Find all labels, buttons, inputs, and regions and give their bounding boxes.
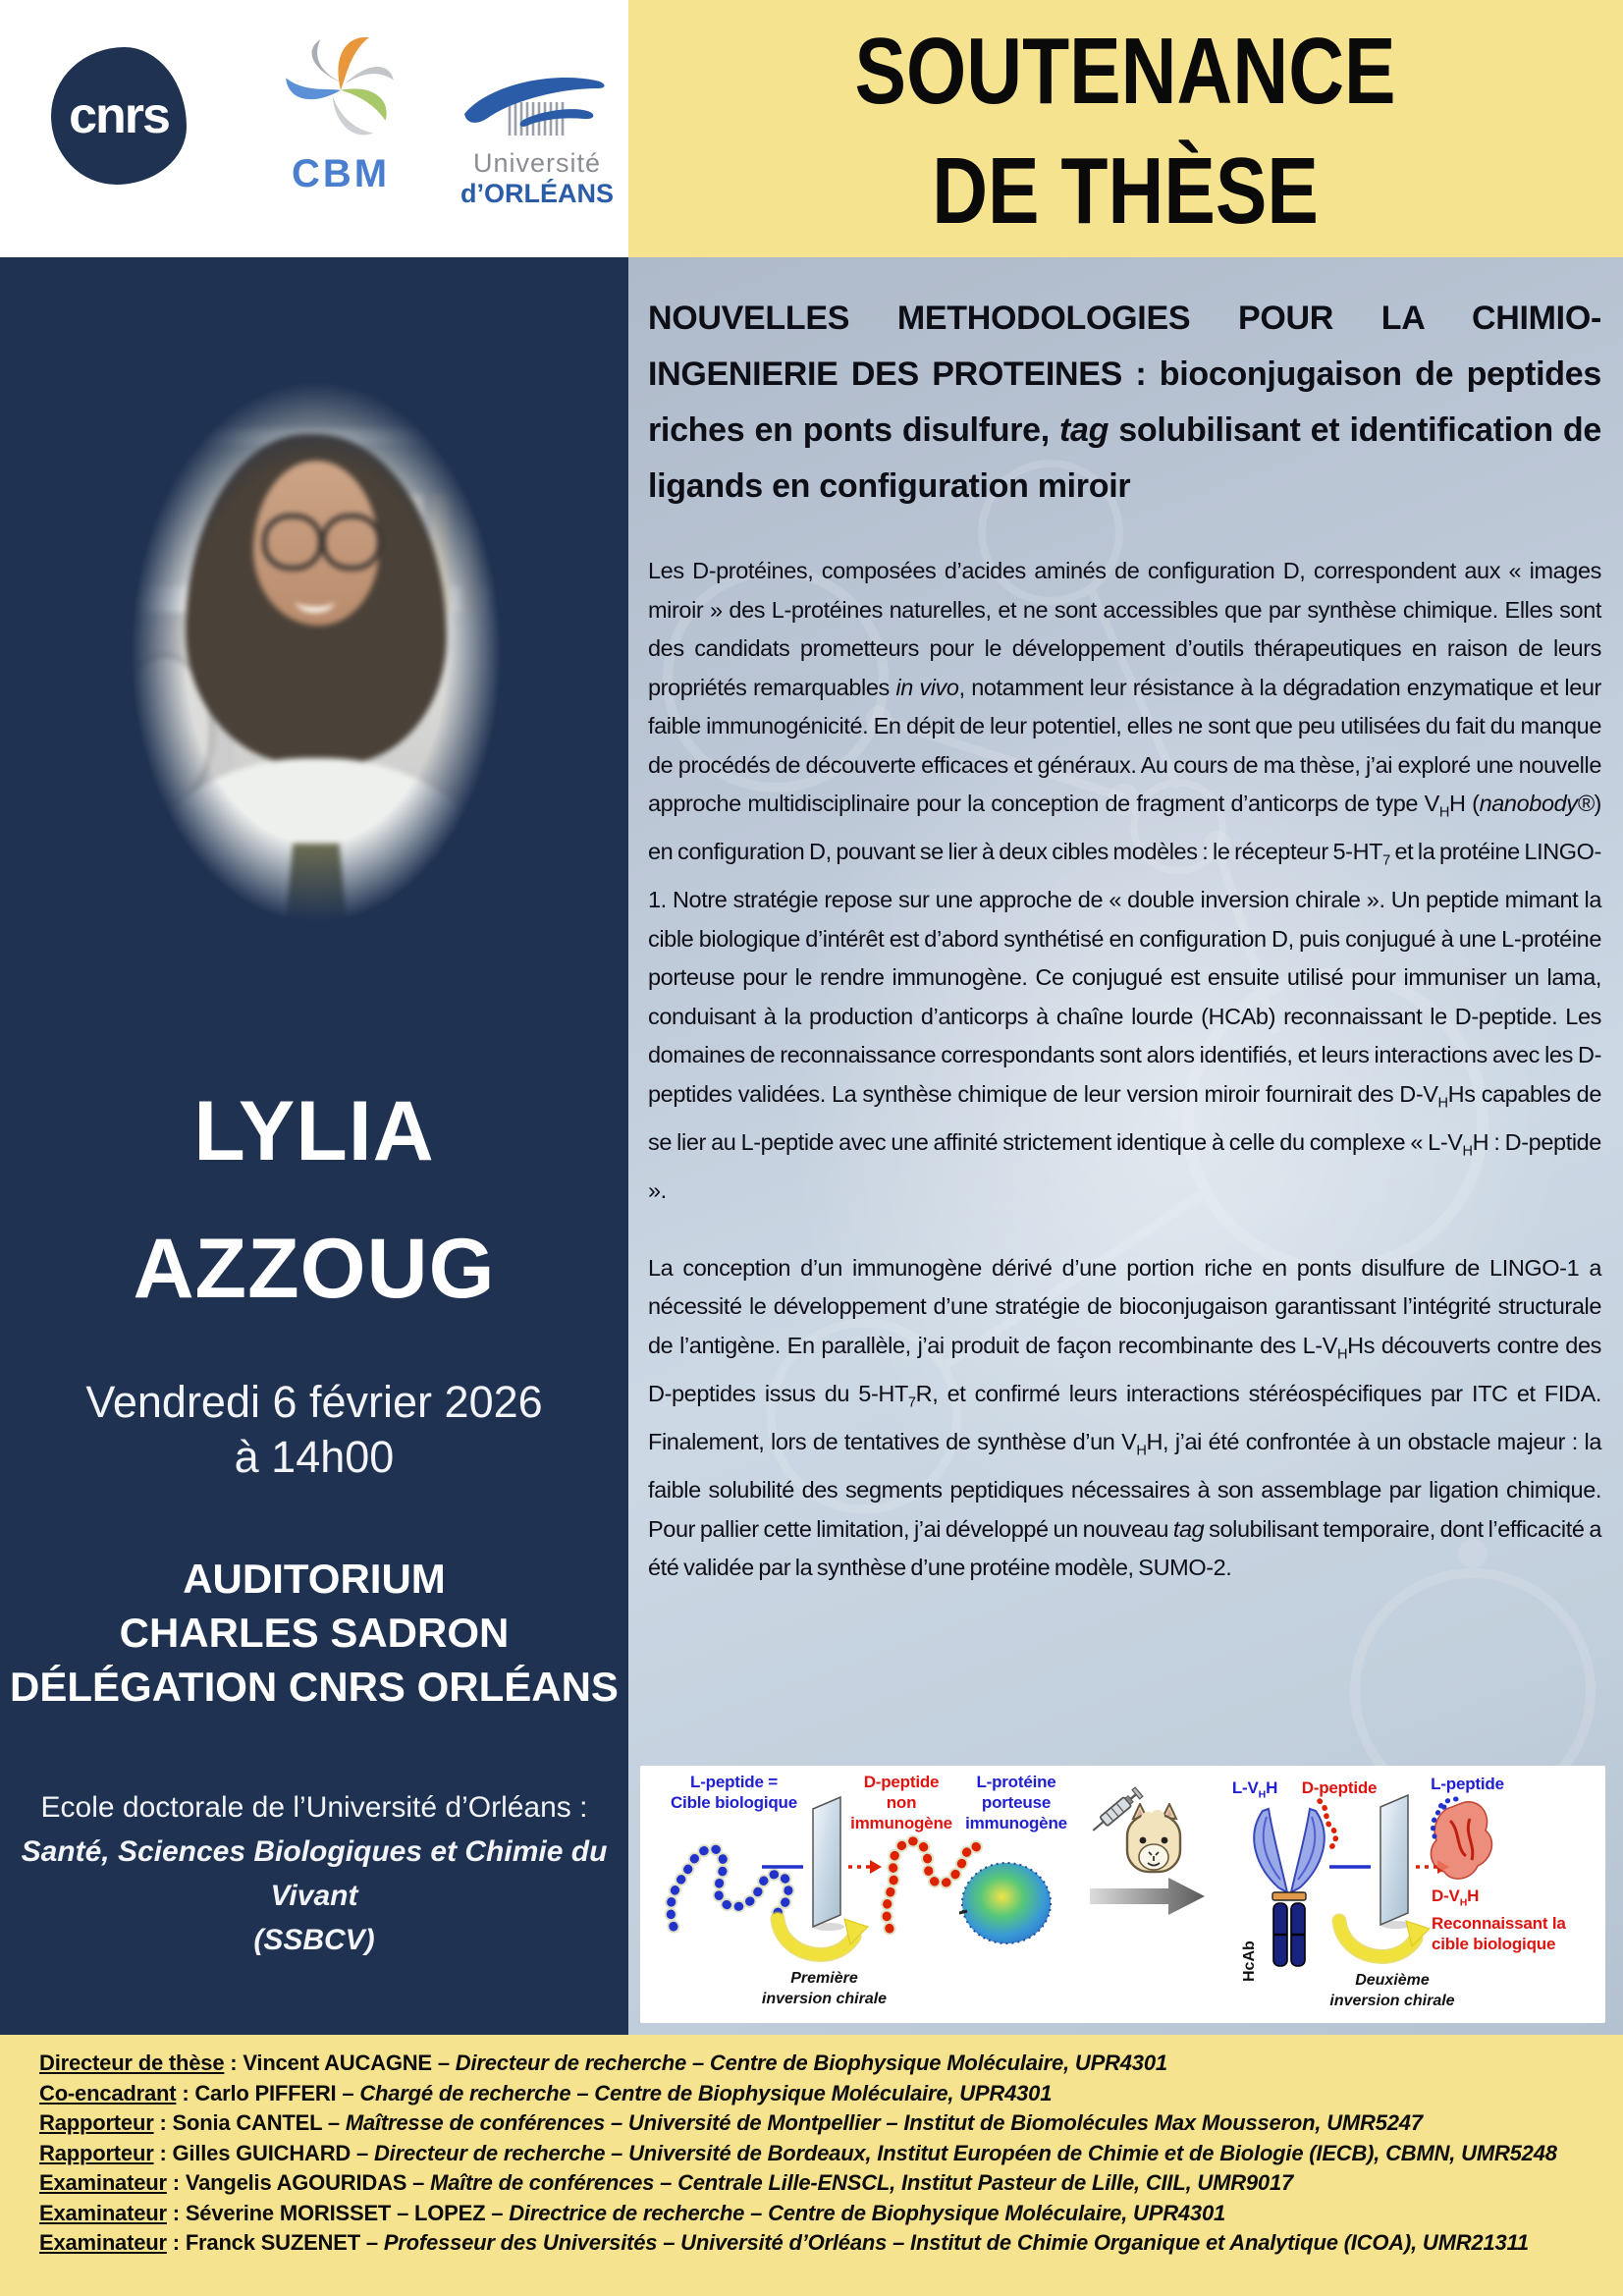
venue-line1: AUDITORIUM <box>183 1556 446 1602</box>
chiral-inversion-arrow-1 <box>766 1911 872 1972</box>
univ-orleans-brush-icon <box>459 75 616 147</box>
jury-details: Directeur de recherche – Université de Bordeaux, Institut Européen de Chimie et de Biologie (IECB), CBMN, UMR5248 <box>373 2140 1557 2165</box>
abstract-panel <box>628 257 1623 2035</box>
jury-details: Chargé de recherche – Centre de Biophysique Moléculaire, UPR4301 <box>359 2080 1053 2105</box>
jury-name: Sonia CANTEL <box>172 2110 322 2135</box>
jury-details: Maîtresse de conférences – Université de Montpellier – Institut de Biomolécules Max Mousseron, UMR5247 <box>345 2110 1423 2135</box>
jury-name: Vangelis AGOURIDAS <box>185 2170 407 2195</box>
jury-name: Carlo PIFFERI <box>194 2080 337 2105</box>
jury-details: Professeur des Universités – Université d’Orléans – Institut de Chimie Organique et Analytique (ICOA), UMR21311 <box>383 2230 1529 2255</box>
candidate-photo-art <box>90 322 542 982</box>
jury-role: Examinateur <box>39 2230 167 2255</box>
jury-role: Co-encadrant <box>39 2080 177 2105</box>
venue-line3: DÉLÉGATION CNRS ORLÉANS <box>10 1664 619 1710</box>
label-d-vhh-recognizing: $D-V_HH$ Reconnaissant la cible biologique <box>1432 1886 1566 1954</box>
banner-title-line1: SOUTENANCE <box>854 19 1397 124</box>
cbm-ribbon-icon <box>281 37 401 153</box>
abstract-paragraph-2: La conception d’un immunogène dérivé d’une portion riche en ponts disulfure de LINGO-1 a nécessité le développement d’une stratégie de bioconjugaison garantissant l’intégrité structurale de l’antigène. En parallèle, j’ai produit de façon recombinante des $L-V_HHs$ découverts contre des D-peptides issus du $5-HT_7R$, et confirmé leurs interactions stéréospécifiques par ITC et FIDA. Finalement, lors de tentatives de synthèse d’un $V_HH$, j’ai été confrontée à un obstacle majeur : la faible solubilité des segments peptidiques nécessaires à son assemblage par ligation chimique. Pour pallier cette limitation, j’ai développé un nouveau tag solubilisant temporaire, dont l’efficacité a été validée par la synthèse d’une protéine modèle, SUMO-2. <box>648 1254 1601 1581</box>
jury-row: Examinateur : Franck SUZENET – Professeur des Universités – Université d’Orléans – Institut de Chimie Organique et Analytique (ICOA), UMR21311 <box>39 2230 1529 2255</box>
jury-row: Directeur de thèse : Vincent AUCAGNE – Directeur de recherche – Centre de Biophysique Moléculaire, UPR4301 <box>39 2050 1167 2075</box>
llama-icon <box>1115 1803 1192 1882</box>
univ-orleans-logo <box>454 75 621 209</box>
label-l-peptide-2: L-peptide <box>1431 1775 1504 1793</box>
doctoral-school-line2: Santé, Sciences Biologiques et Chimie du Vivant <box>21 1835 608 1912</box>
process-arrow-icon <box>1090 1876 1206 1917</box>
header <box>0 0 1623 257</box>
jury-name: Vincent AUCAGNE <box>243 2050 432 2075</box>
logo-strip <box>0 0 628 257</box>
label-d-peptide-non-immunogenic: D-peptide non immunogène <box>850 1773 952 1832</box>
univ-logo-text-2: d’ORLÉANS <box>460 179 614 208</box>
thesis-title: NOUVELLES METHODOLOGIES POUR LA CHIMIO-INGENIERIE DES PROTEINES : bioconjugaison de peptides riches en ponts disulfure, tag solubilisant et identification de ligands en configuration miroir <box>648 300 1601 505</box>
defense-time: à 14h00 <box>234 1432 395 1482</box>
jury-row: Rapporteur : Sonia CANTEL – Maîtresse de conférences – Université de Montpellier – Institut de Biomolécules Max Mousseron, UMR5247 <box>39 2110 1423 2135</box>
jury-row: Rapporteur : Gilles GUICHARD – Directeur de recherche – Université de Bordeaux, Institut Européen de Chimie et de Biologie (IECB), CBMN, UMR5248 <box>39 2140 1557 2165</box>
candidate-name-line2: AZZOUG <box>133 1222 496 1316</box>
jury-details: Maître de conférences – Centrale Lille-ENSCL, Institut Pasteur de Lille, CIIL, UMR9017 <box>430 2170 1294 2195</box>
univ-logo-text-1: Université <box>472 148 602 178</box>
defense-venue <box>0 1552 628 1714</box>
jury-name: Franck SUZENET <box>185 2230 360 2255</box>
jury-row: Examinateur : Vangelis AGOURIDAS – Maître de conférences – Centrale Lille-ENSCL, Institut Pasteur de Lille, CIIL, UMR9017 <box>39 2170 1294 2195</box>
label-l-protein-carrier: L-protéine porteuse immunogène <box>965 1773 1067 1832</box>
mirror-arrow-1 <box>760 1856 883 1878</box>
jury-name: Gilles GUICHARD <box>172 2140 352 2165</box>
candidate-name <box>0 1063 628 1338</box>
label-hcab: HcAb <box>1241 1941 1258 1982</box>
jury-details: Directrice de recherche – Centre de Biophysique Moléculaire, UPR4301 <box>509 2200 1226 2225</box>
jury-row: Co-encadrant : Carlo PIFFERI – Chargé de recherche – Centre de Biophysique Moléculaire, UPR4301 <box>39 2080 1053 2105</box>
graphical-abstract <box>640 1766 1605 2023</box>
jury-row: Examinateur : Séverine MORISSET – LOPEZ – Directrice de recherche – Centre de Biophysique Moléculaire, UPR4301 <box>39 2200 1226 2225</box>
abstract-paragraph-1: Les D-protéines, composées d’acides aminés de configuration D, correspondent aux « images miroir » des L-protéines naturelles, et ne sont accessibles que par synthèse chimique. Elles sont des candidats prometteurs pour le développement d’outils thérapeutiques en raison de leurs propriétés remarquables in vivo, notamment leur résistance à la dégradation enzymatique et leur faible immunogénicité. En dépit de leur potentiel, elles ne sont que peu utilisées du fait du manque de procédés de découverte efficaces et généraux. Au cours de ma thèse, j’ai exploré une nouvelle approche multidisciplinaire pour la conception de fragment d’anticorps de type $V_HH$ (nanobody®) en configuration D, pouvant se lier à deux cibles modèles : le récepteur $5-HT_7$ et la protéine LINGO-1. Notre stratégie repose sur une approche de « double inversion chirale ». Un peptide mimant la cible biologique d’intérêt est d’abord synthétisé en configuration D, puis conjugué à une L-protéine porteuse pour le rendre immunogène. Ce conjugué est ensuite utilisé pour immuniser un lama, conduisant à la production d’anticorps à chaîne lourde (HCAb) reconnaissant le D-peptide. Les domaines de reconnaissance correspondants sont alors identifiés, et leurs interactions avec les D-peptides validées. La synthèse chimique de leur version miroir fournirait des $D-V_HHs$ capables de se lier au L-peptide avec une affinité strictement identique à celle du complexe « $L-V_HH$ : D-peptide ». <box>648 558 1601 1204</box>
label-d-peptide-2: D-peptide <box>1301 1778 1378 1797</box>
jury-role: Directeur de thèse <box>39 2050 225 2075</box>
chiral-inversion-arrow-2 <box>1327 1913 1434 1974</box>
jury-role: Rapporteur <box>39 2110 154 2135</box>
jury-role: Rapporteur <box>39 2140 154 2165</box>
caption-first-inversion: Première inversion chirale <box>761 1970 888 2007</box>
jury-role: Examinateur <box>39 2200 167 2225</box>
banner <box>628 0 1623 257</box>
d-vhh-protein-icon <box>1421 1793 1501 1889</box>
jury-details: Directeur de recherche – Centre de Biophysique Moléculaire, UPR4301 <box>455 2050 1167 2075</box>
jury-role: Examinateur <box>39 2170 167 2195</box>
cbm-logo-text: CBM <box>291 152 391 195</box>
banner-title-line2: DE THÈSE <box>932 138 1320 244</box>
candidate-photo <box>90 322 542 982</box>
caption-second-inversion: Deuxième inversion chirale <box>1329 1972 1455 2009</box>
cnrs-logo <box>51 47 187 185</box>
main <box>0 257 1623 2035</box>
doctoral-school-line1: Ecole doctorale de l’Université d’Orléans : <box>40 1791 588 1824</box>
doctoral-school <box>0 1785 628 1962</box>
carrier-protein-icon <box>959 1860 1054 1948</box>
defense-date: Vendredi 6 février 2026 <box>85 1377 543 1427</box>
defense-datetime <box>0 1375 628 1485</box>
candidate-name-line1: LYLIA <box>193 1084 435 1178</box>
venue-line2: CHARLES SADRON <box>119 1610 510 1656</box>
cnrs-logo-text: cnrs <box>69 87 169 144</box>
label-l-vhh: $L-V_HH$ <box>1231 1778 1278 1801</box>
cbm-logo <box>277 37 405 196</box>
label-l-peptide-target: L-peptide = Cible biologique <box>670 1773 797 1812</box>
doctoral-school-line3: (SSBCV) <box>253 1924 375 1956</box>
jury-panel <box>0 2035 1623 2296</box>
abstract-content <box>628 257 1623 1588</box>
sidebar <box>0 257 628 2035</box>
jury-name: Séverine MORISSET – LOPEZ <box>185 2200 486 2225</box>
